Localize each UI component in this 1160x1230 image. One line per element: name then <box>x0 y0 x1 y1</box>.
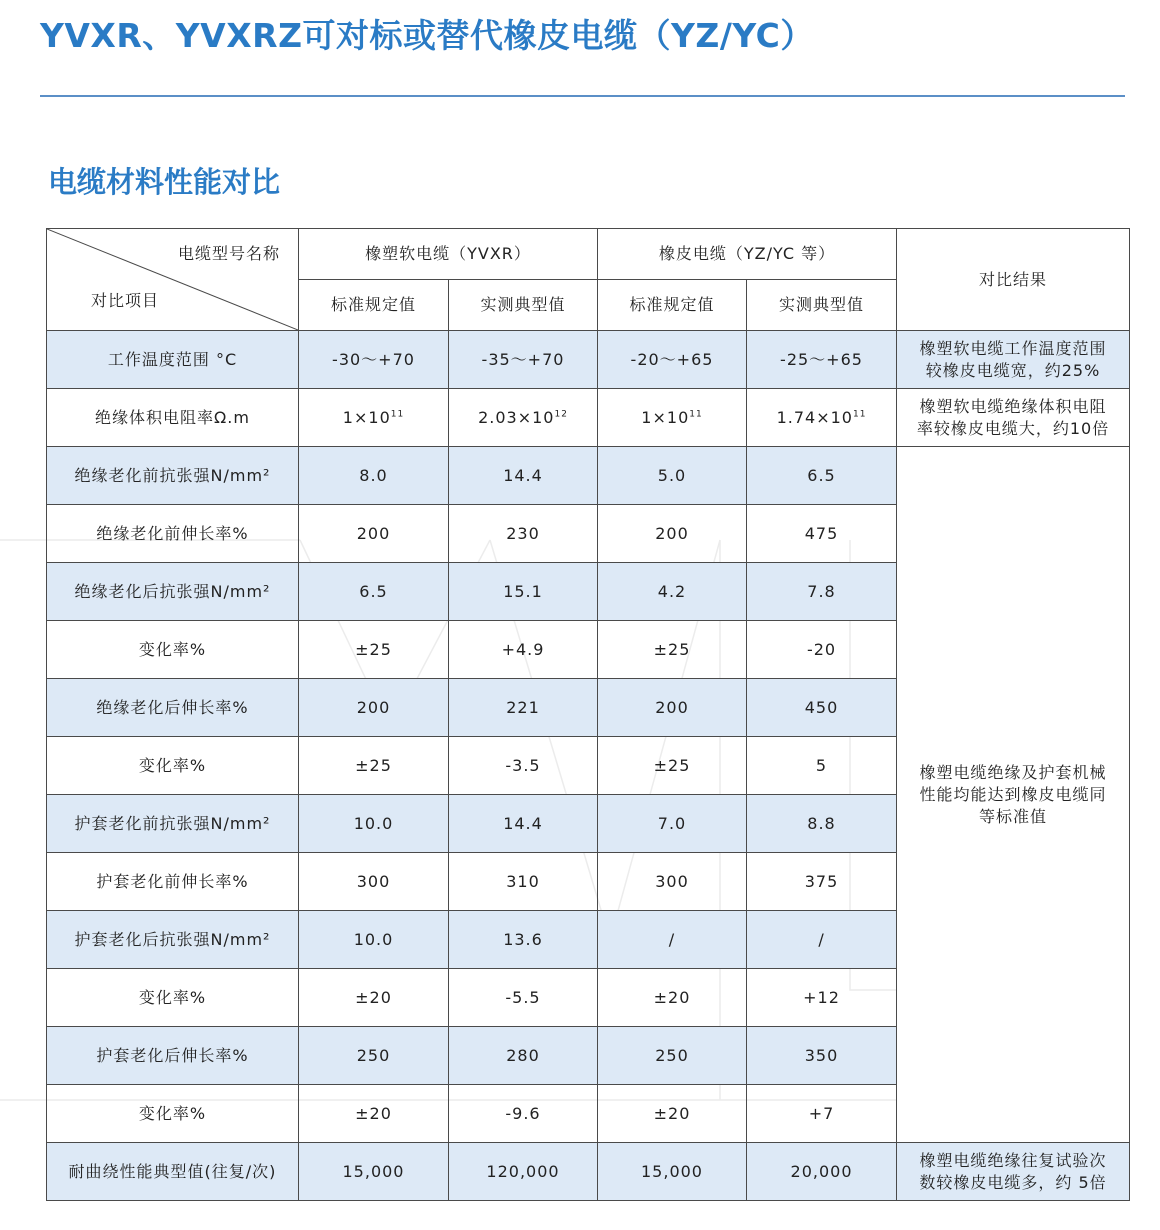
group-header-rubber: 橡皮电缆（YZ/YC 等） <box>598 229 897 280</box>
value-base: 1×10 <box>641 407 690 427</box>
row-item: 绝缘老化后伸长率% <box>47 679 299 737</box>
cell-value: 14.4 <box>449 795 598 853</box>
cell-value: 10.0 <box>299 911 449 969</box>
cell-value: / <box>747 911 897 969</box>
cell-value: -25～+65 <box>747 331 897 389</box>
corner-bottom-label: 对比项目 <box>91 291 160 310</box>
comparison-table <box>46 228 1130 1201</box>
row-item: 变化率% <box>47 737 299 795</box>
cell-value: 200 <box>598 505 747 563</box>
row-item: 护套老化后伸长率% <box>47 1027 299 1085</box>
result-header: 对比结果 <box>897 229 1130 331</box>
row-item: 耐曲绕性能典型值(往复/次) <box>47 1143 299 1201</box>
row-item: 变化率% <box>47 969 299 1027</box>
row-item: 变化率% <box>47 621 299 679</box>
cell-value: ±20 <box>299 969 449 1027</box>
row-item: 护套老化后抗张强N/mm² <box>47 911 299 969</box>
cell-value: 8.0 <box>299 447 449 505</box>
rubber-standard-header: 标准规定值 <box>598 280 747 331</box>
section-title: 电缆材料性能对比 <box>48 165 281 199</box>
cell-value: 6.5 <box>299 563 449 621</box>
cell-value: ±25 <box>598 621 747 679</box>
cell-value: 20,000 <box>747 1143 897 1201</box>
cell-value: ±20 <box>299 1085 449 1143</box>
row-item: 护套老化前抗张强N/mm² <box>47 795 299 853</box>
cell-value: 7.0 <box>598 795 747 853</box>
cell-value: -20～+65 <box>598 331 747 389</box>
result-line: 橡塑软电缆工作温度范围 <box>919 338 1107 358</box>
table-row <box>47 447 1130 505</box>
table-row <box>47 389 1130 447</box>
yvxr-measured-header: 实测典型值 <box>449 280 598 331</box>
cell-value: 15,000 <box>299 1143 449 1201</box>
corner-top-label: 电缆型号名称 <box>177 244 280 263</box>
value-exponent: 11 <box>852 409 867 420</box>
cell-value <box>299 389 449 447</box>
cell-value <box>747 389 897 447</box>
cell-value: -9.6 <box>449 1085 598 1143</box>
cell-value: / <box>598 911 747 969</box>
cell-value: +7 <box>747 1085 897 1143</box>
cell-value: 14.4 <box>449 447 598 505</box>
value-base: 1×10 <box>342 407 391 427</box>
result-line: 橡塑软电缆绝缘体积电阻 <box>919 396 1107 416</box>
result-resistivity <box>897 389 1130 447</box>
cell-value: 15,000 <box>598 1143 747 1201</box>
cell-value: +12 <box>747 969 897 1027</box>
value-exponent: 11 <box>390 409 405 420</box>
result-line: 橡塑电缆绝缘往复试验次 <box>919 1150 1107 1170</box>
rubber-measured-header: 实测典型值 <box>747 280 897 331</box>
cell-value: 4.2 <box>598 563 747 621</box>
header-row-1 <box>47 229 1130 280</box>
cell-value: 350 <box>747 1027 897 1085</box>
result-temperature <box>897 331 1130 389</box>
cell-value: 300 <box>598 853 747 911</box>
cell-value: 200 <box>598 679 747 737</box>
cell-value: 230 <box>449 505 598 563</box>
cell-value: ±25 <box>299 737 449 795</box>
cell-value: -30～+70 <box>299 331 449 389</box>
cell-value: -20 <box>747 621 897 679</box>
result-line: 数较橡皮电缆多，约 5倍 <box>919 1172 1107 1192</box>
cell-value: -35～+70 <box>449 331 598 389</box>
cell-value: -3.5 <box>449 737 598 795</box>
group-header-yvxr: 橡塑软电缆（YVXR） <box>299 229 598 280</box>
row-item: 工作温度范围 °C <box>47 331 299 389</box>
cell-value <box>449 389 598 447</box>
cell-value: 15.1 <box>449 563 598 621</box>
row-item: 护套老化前伸长率% <box>47 853 299 911</box>
table-row <box>47 331 1130 389</box>
row-item: 变化率% <box>47 1085 299 1143</box>
cell-value: 200 <box>299 679 449 737</box>
table-row <box>47 1143 1130 1201</box>
cell-value: -5.5 <box>449 969 598 1027</box>
value-exponent: 11 <box>689 409 703 420</box>
cell-value: ±25 <box>598 737 747 795</box>
value-base: 2.03×10 <box>478 407 555 427</box>
value-base: 1.74×10 <box>776 407 853 427</box>
cell-value: 6.5 <box>747 447 897 505</box>
value-exponent: 12 <box>554 409 568 420</box>
document-title: YVXR、YVXRZ可对标或替代橡皮电缆（YZ/YC） <box>40 16 814 55</box>
cell-value: 375 <box>747 853 897 911</box>
cell-value: 5 <box>747 737 897 795</box>
result-line: 性能均能达到橡皮电缆同 <box>919 784 1107 804</box>
cell-value: ±20 <box>598 1085 747 1143</box>
row-item: 绝缘老化前抗张强N/mm² <box>47 447 299 505</box>
cell-value: 7.8 <box>747 563 897 621</box>
result-mechanical <box>897 447 1130 1143</box>
cell-value: 200 <box>299 505 449 563</box>
title-divider <box>40 95 1125 97</box>
result-flex <box>897 1143 1130 1201</box>
cell-value: 250 <box>598 1027 747 1085</box>
cell-value: ±20 <box>598 969 747 1027</box>
cell-value: 120,000 <box>449 1143 598 1201</box>
cell-value: +4.9 <box>449 621 598 679</box>
corner-header <box>47 229 299 331</box>
cell-value <box>598 389 747 447</box>
cell-value: 8.8 <box>747 795 897 853</box>
cell-value: 310 <box>449 853 598 911</box>
result-line: 较橡皮电缆宽，约25% <box>925 360 1101 380</box>
cell-value: 221 <box>449 679 598 737</box>
cell-value: 10.0 <box>299 795 449 853</box>
result-line: 等标准值 <box>979 806 1048 826</box>
cell-value: 475 <box>747 505 897 563</box>
yvxr-standard-header: 标准规定值 <box>299 280 449 331</box>
cell-value: 300 <box>299 853 449 911</box>
cell-value: 13.6 <box>449 911 598 969</box>
result-line: 橡塑电缆绝缘及护套机械 <box>919 762 1107 782</box>
cell-value: 250 <box>299 1027 449 1085</box>
cell-value: 280 <box>449 1027 598 1085</box>
cell-value: 450 <box>747 679 897 737</box>
row-item: 绝缘老化后抗张强N/mm² <box>47 563 299 621</box>
row-item: 绝缘体积电阻率Ω.m <box>47 389 299 447</box>
result-line: 率较橡皮电缆大，约10倍 <box>916 418 1110 438</box>
row-item: 绝缘老化前伸长率% <box>47 505 299 563</box>
cell-value: ±25 <box>299 621 449 679</box>
cell-value: 5.0 <box>598 447 747 505</box>
